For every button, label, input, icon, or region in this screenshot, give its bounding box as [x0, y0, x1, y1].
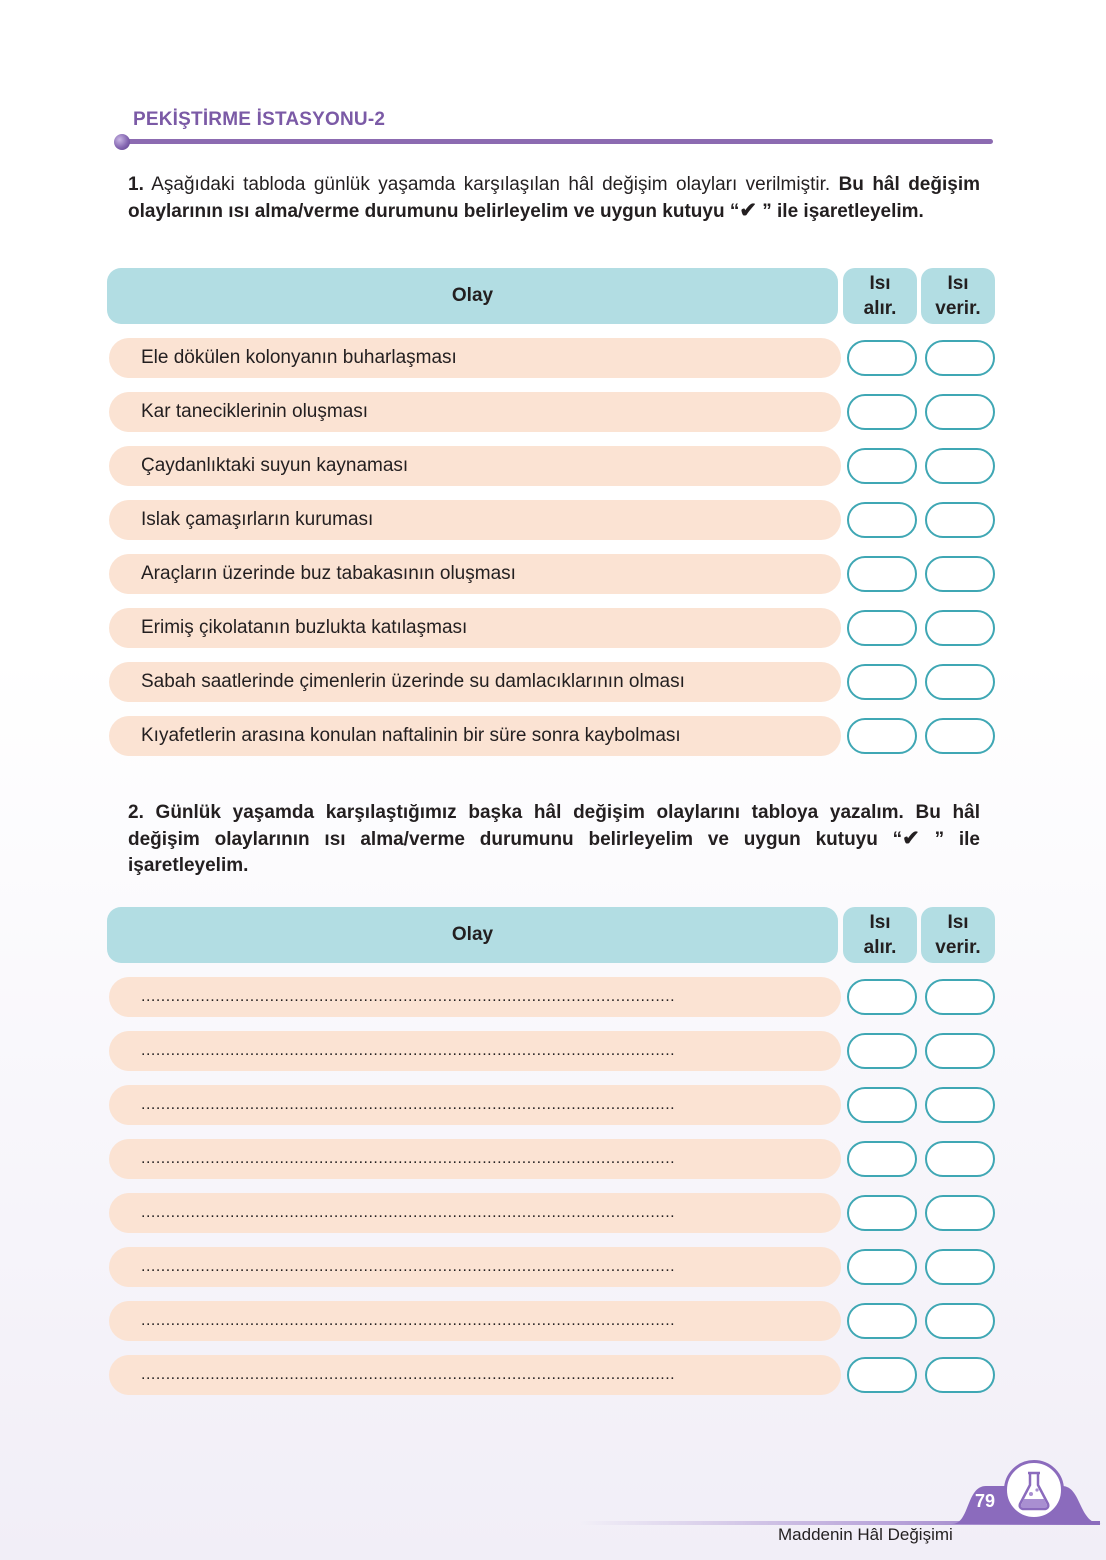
flask-icon — [1007, 1463, 1061, 1517]
takes-heat-checkbox-12[interactable] — [847, 1141, 917, 1177]
checkmark-icon: ✔ — [902, 827, 920, 850]
table-2-blank-row-3[interactable]: ............................................................................................................ — [109, 1085, 841, 1125]
takes-heat-checkbox-4[interactable] — [847, 502, 917, 538]
table-2-blank-row-2[interactable]: ............................................................................................................ — [109, 1031, 841, 1071]
table-1-row-4: Islak çamaşırların kuruması — [109, 500, 841, 540]
question-1-instruction: Bu hâl değişim olaylarının ısı alma/verme durumunu belirleyelim ve uygun kutuyu “ — [128, 174, 980, 222]
table-1-row-6: Erimiş çikolatanın buzlukta katılaşması — [109, 608, 841, 648]
gives-heat-checkbox-8[interactable] — [925, 718, 995, 754]
question-2 — [128, 800, 980, 879]
gives-heat-checkbox-9[interactable] — [925, 979, 995, 1015]
takes-heat-checkbox-9[interactable] — [847, 979, 917, 1015]
table-2-header-takes-heat — [843, 907, 917, 963]
header-gives-heat-line1: Isı — [947, 912, 969, 933]
takes-heat-checkbox-2[interactable] — [847, 394, 917, 430]
flask-icon-badge — [1004, 1460, 1064, 1520]
question-2-instruction: 2. Günlük yaşamda karşılaştığımız başka hâl değişim olaylarını tabloya yazalım. Bu hâl değişim olaylarının ısı alma/verme durumunu belirleyelim ve uygun kutuyu “ — [128, 802, 980, 850]
gives-heat-checkbox-5[interactable] — [925, 556, 995, 592]
takes-heat-checkbox-14[interactable] — [847, 1249, 917, 1285]
takes-heat-checkbox-10[interactable] — [847, 1033, 917, 1069]
header-gives-heat-line2: verir. — [935, 937, 981, 958]
gives-heat-checkbox-15[interactable] — [925, 1303, 995, 1339]
gives-heat-checkbox-14[interactable] — [925, 1249, 995, 1285]
table-2-blank-row-8[interactable]: ............................................................................................................ — [109, 1355, 841, 1395]
table-2-blank-row-5[interactable]: ............................................................................................................ — [109, 1193, 841, 1233]
table-1-header-takes-heat — [843, 268, 917, 324]
gives-heat-checkbox-1[interactable] — [925, 340, 995, 376]
gives-heat-checkbox-3[interactable] — [925, 448, 995, 484]
question-1-intro: Aşağıdaki tabloda günlük yaşamda karşılaşılan hâl değişim olayları verilmiştir. — [143, 174, 839, 195]
table-1-header-gives-heat — [921, 268, 995, 324]
table-2-blank-row-1[interactable]: ............................................................................................................ — [109, 977, 841, 1017]
footer-chapter-title: Maddenin Hâl Değişimi — [778, 1525, 953, 1544]
table-1-row-1: Ele dökülen kolonyanın buharlaşması — [109, 338, 841, 378]
takes-heat-checkbox-1[interactable] — [847, 340, 917, 376]
header-takes-heat-line1: Isı — [869, 273, 891, 294]
table-2-header-gives-heat — [921, 907, 995, 963]
gives-heat-checkbox-4[interactable] — [925, 502, 995, 538]
gives-heat-checkbox-2[interactable] — [925, 394, 995, 430]
table-1-row-5: Araçların üzerinde buz tabakasının oluşması — [109, 554, 841, 594]
takes-heat-checkbox-15[interactable] — [847, 1303, 917, 1339]
takes-heat-checkbox-13[interactable] — [847, 1195, 917, 1231]
table-2-blank-row-4[interactable]: ............................................................................................................ — [109, 1139, 841, 1179]
table-2-header-event: Olay — [107, 907, 838, 963]
gives-heat-checkbox-11[interactable] — [925, 1087, 995, 1123]
header-takes-heat-line2: alır. — [863, 298, 897, 319]
takes-heat-checkbox-6[interactable] — [847, 610, 917, 646]
table-1-row-2: Kar taneciklerinin oluşması — [109, 392, 841, 432]
table-2-blank-row-7[interactable]: ............................................................................................................ — [109, 1301, 841, 1341]
takes-heat-checkbox-5[interactable] — [847, 556, 917, 592]
takes-heat-checkbox-8[interactable] — [847, 718, 917, 754]
gives-heat-checkbox-7[interactable] — [925, 664, 995, 700]
takes-heat-checkbox-7[interactable] — [847, 664, 917, 700]
header-gives-heat-line1: Isı — [947, 273, 969, 294]
gives-heat-checkbox-6[interactable] — [925, 610, 995, 646]
header-takes-heat-line2: alır. — [863, 937, 897, 958]
title-bullet-icon — [114, 134, 130, 150]
header-takes-heat-line1: Isı — [869, 912, 891, 933]
title-rule — [121, 139, 993, 144]
page-number: 79 — [974, 1491, 996, 1511]
table-1-row-3: Çaydanlıktaki suyun kaynaması — [109, 446, 841, 486]
table-2-blank-row-6[interactable]: ............................................................................................................ — [109, 1247, 841, 1287]
header-gives-heat-line2: verir. — [935, 298, 981, 319]
gives-heat-checkbox-12[interactable] — [925, 1141, 995, 1177]
checkmark-icon: ✔ — [739, 199, 757, 222]
section-title: PEKİŞTİRME İSTASYONU-2 — [133, 109, 386, 130]
question-1-number: 1. — [128, 174, 144, 195]
question-2-instruction-end: ” ile işaretleyelim. — [128, 829, 980, 876]
question-1 — [128, 172, 980, 225]
gives-heat-checkbox-16[interactable] — [925, 1357, 995, 1393]
takes-heat-checkbox-3[interactable] — [847, 448, 917, 484]
table-1-row-7: Sabah saatlerinde çimenlerin üzerinde su damlacıklarının olması — [109, 662, 841, 702]
table-1-header-event: Olay — [107, 268, 838, 324]
gives-heat-checkbox-10[interactable] — [925, 1033, 995, 1069]
takes-heat-checkbox-16[interactable] — [847, 1357, 917, 1393]
question-1-instruction-end: ” ile işaretleyelim. — [756, 201, 924, 222]
takes-heat-checkbox-11[interactable] — [847, 1087, 917, 1123]
table-1-row-8: Kıyafetlerin arasına konulan naftalinin bir süre sonra kaybolması — [109, 716, 841, 756]
gives-heat-checkbox-13[interactable] — [925, 1195, 995, 1231]
